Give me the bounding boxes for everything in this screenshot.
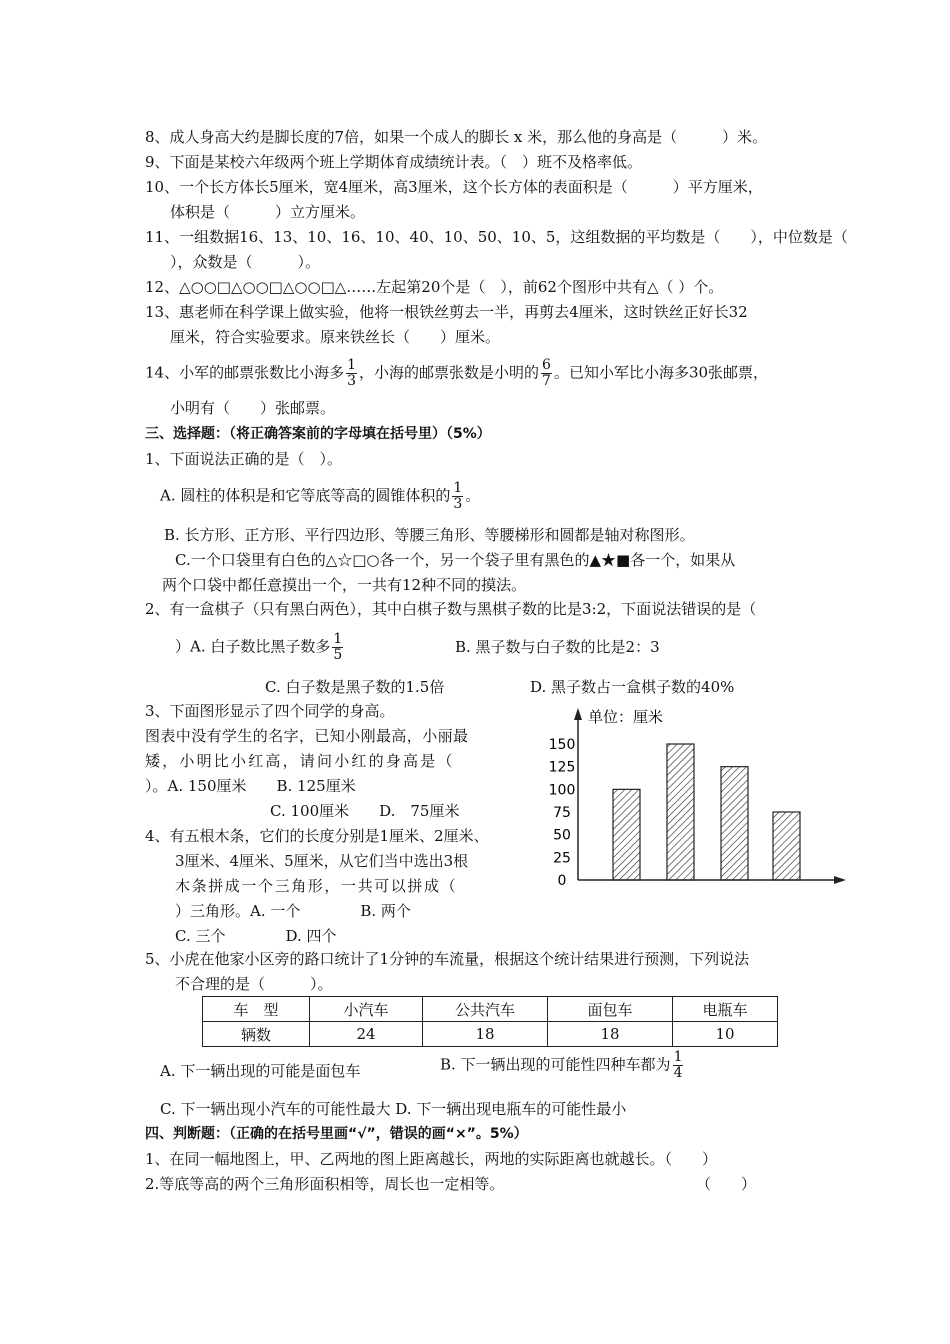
choice-1-c: C.一个口袋里有白色的△☆□○各一个，另一个袋子里有黑色的▲★■各一个，如果从: [175, 551, 736, 569]
question-11-cont: ），众数是（ ）。: [170, 253, 321, 271]
height-bar-chart: [530, 700, 850, 890]
choice-4-line5: C. 三个 D. 四个: [175, 927, 337, 945]
table-cell: 电瓶车: [673, 997, 778, 1022]
bars: [613, 744, 800, 880]
table-header-row: [203, 997, 778, 1022]
question-14-cont: 小明有（ ）张邮票。: [170, 399, 336, 417]
choice-2-c: C. 白子数是黑子数的1.5倍: [265, 678, 445, 696]
table-row: [203, 1022, 778, 1047]
choice-1-a: [160, 481, 480, 512]
fraction-one-fourth: $\frac{1}{4}$: [673, 1049, 683, 1081]
question-8: 8、成人身高大约是脚长度的7倍，如果一个成人的脚长 x 米，那么他的身高是（ ）米。: [145, 128, 768, 146]
choice-4-line3: 木条拼成一个三角形，一共可以拼成（: [175, 877, 458, 895]
vehicle-count-table: [202, 996, 778, 1047]
question-13-cont: 厘米，符合实验要求。原来铁丝长（ ）厘米。: [170, 328, 501, 346]
choice-3-line4: C. 100厘米 D. 75厘米: [270, 802, 460, 820]
choice-1-b: B. 长方形、正方形、平行四边形、等腰三角形、等腰梯形和圆都是轴对称图形。: [164, 526, 695, 544]
y-tick-labels: [549, 737, 576, 889]
choice-2-d: D. 黑子数占一盒棋子数的40%: [530, 678, 735, 696]
choice-5-cd: C. 下一辆出现小汽车的可能性最大 D. 下一辆出现电瓶车的可能性最小: [160, 1100, 627, 1118]
q14-text-2: ，小海的邮票张数是小明的: [359, 363, 540, 382]
choice-2-a: [175, 632, 345, 663]
y-tick-label: 0: [557, 873, 567, 889]
q14-text-1: 14、小军的邮票张数比小海多: [145, 363, 345, 382]
q14-text-3: 。已知小军比小海多30张邮票，: [553, 363, 769, 382]
choice-4: 4、有五根木条，它们的长度分别是1厘米、2厘米、: [145, 827, 489, 845]
y-tick-label: 50: [553, 827, 571, 844]
fraction-six-sevenths: $\frac{6}{7}$: [542, 357, 551, 389]
table-cell: 面包车: [548, 997, 673, 1022]
c1a-text: A. 圆柱的体积是和它等底等高的圆锥体积的: [160, 486, 451, 505]
fraction-one-third: $\frac{1}{3}$: [347, 357, 357, 389]
choice-3-line3: ）。A. 150厘米 B. 125厘米: [145, 777, 356, 795]
x-axis-arrow: [834, 876, 846, 884]
table-cell: 18: [548, 1022, 673, 1047]
table-cell: 车 型: [203, 997, 310, 1022]
table-cell: 公共汽车: [423, 997, 548, 1022]
section-4-heading: 四、判断题：（正确的在括号里画“√”，错误的画“×”。5%）: [145, 1126, 528, 1142]
question-11: 11、一组数据16、13、10、16、10、40、10、50、10、5，这组数据的平均数是（ ），中位数是（: [145, 228, 848, 246]
question-13: 13、惠老师在科学课上做实验，他将一根铁丝剪去一半，再剪去4厘米，这时铁丝正好长32: [145, 303, 748, 321]
choice-3-line2: 矮，小明比小红高，请问小红的身高是（: [145, 752, 455, 770]
y-tick-label: 75: [553, 805, 571, 821]
bar-1: [613, 789, 640, 880]
table-cell: 辆数: [203, 1022, 310, 1047]
table-cell: 小汽车: [310, 997, 423, 1022]
choice-5-b: [440, 1050, 685, 1081]
choice-5-a: A. 下一辆出现的可能是面包车: [160, 1062, 361, 1080]
table-cell: 24: [310, 1022, 423, 1047]
choice-1: 1、下面说法正确的是（ ）。: [145, 450, 343, 468]
judge-2: 2.等底等高的两个三角形面积相等，周长也一定相等。: [145, 1175, 505, 1193]
choice-4-line4: ）三角形。A. 一个 B. 两个: [175, 902, 411, 920]
y-tick-label: 100: [548, 782, 576, 799]
fraction-one-fifth: $\frac{1}{5}$: [333, 631, 343, 663]
y-axis-arrow: [574, 708, 582, 720]
choice-1-c-cont: 两个口袋中都任意摸出一个，一共有12种不同的摸法。: [162, 576, 527, 594]
choice-4-line2: 3厘米、4厘米、5厘米，从它们当中选出3根: [175, 852, 469, 870]
question-12: 12、△○○□△○○□△○○□△……左起第20个是（ ），前62个图形中共有△（ ）个。: [145, 278, 724, 296]
choice-3: 3、下面图形显示了四个同学的身高。: [145, 702, 395, 720]
section-3-heading: 三、选择题：（将正确答案前的字母填在括号里）（5%）: [145, 426, 491, 442]
fraction-one-third-b: $\frac{1}{3}$: [453, 480, 463, 512]
choice-5-cont: 不合理的是（ ）。: [175, 975, 333, 993]
question-10: 10、一个长方体长5厘米，宽4厘米，高3厘米，这个长方体的表面积是（ ）平方厘米，: [145, 178, 763, 196]
choice-2-b: B. 黑子数与白子数的比是2：3: [455, 638, 660, 656]
judge-2-paren: （ ）: [696, 1175, 757, 1193]
choice-3-line1: 图表中没有学生的名字，已知小刚最高，小丽最: [145, 727, 469, 745]
question-9: 9、下面是某校六年级两个班上学期体育成绩统计表。（ ）班不及格率低。: [145, 153, 643, 171]
y-tick-label: 150: [548, 737, 576, 753]
c5b-text: B. 下一辆出现的可能性四种车都为: [440, 1055, 671, 1074]
y-tick-label: 125: [548, 759, 576, 776]
question-10-cont: 体积是（ ）立方厘米。: [170, 203, 366, 221]
table-cell: 10: [673, 1022, 778, 1047]
y-tick-label: 25: [553, 850, 571, 867]
table-cell: 18: [423, 1022, 548, 1047]
choice-2: 2、有一盒棋子（只有黑白两色），其中白棋子数与黑棋子数的比是3:2，下面说法错误的是（: [145, 600, 757, 618]
c2a-text: ）A. 白子数比黑子数多: [175, 637, 331, 656]
bar-3: [721, 767, 748, 880]
bar-2: [667, 744, 694, 880]
question-14: [145, 358, 768, 389]
choice-5: 5、小虎在他家小区旁的路口统计了1分钟的车流量，根据这个统计结果进行预测，下列说法: [145, 950, 750, 968]
bar-4: [773, 812, 800, 880]
c1a-end: 。: [465, 486, 481, 505]
judge-1: 1、在同一幅地图上，甲、乙两地的图上距离越长，两地的实际距离也就越长。（ ）: [145, 1150, 718, 1168]
chart-title: 单位：厘米: [588, 708, 664, 726]
